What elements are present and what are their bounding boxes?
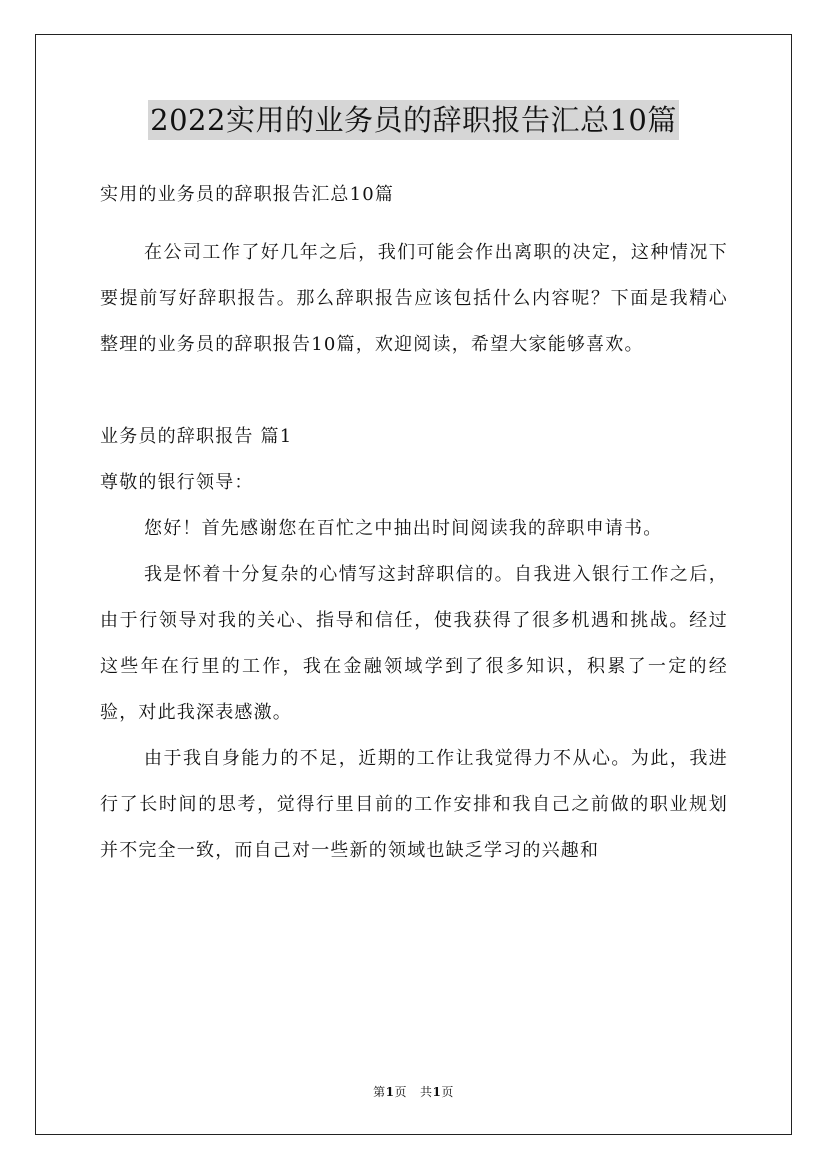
body-paragraph: 我是怀着十分复杂的心情写这封辞职信的。自我进入银行工作之后，由于行领导对我的关心、指导和信任，使我获得了很多机遇和挑战。经过这些年在行里的工作，我在金融领域学到了很多知识，积累了一定的经验，对此我深表感激。 (100, 564, 728, 723)
body-paragraph: 由于我自身能力的不足，近期的工作让我觉得力不从心。为此，我进行了长时间的思考，觉得行里目前的工作安排和我自己之前做的职业规划并不完全一致，而自己对一些新的领域也缺乏学习的兴趣和 (100, 748, 728, 861)
page-label-prefix: 第 (373, 1085, 386, 1099)
intro-paragraph: 在公司工作了好几年之后，我们可能会作出离职的决定，这种情况下要提前写好辞职报告。那么辞职报告应该包括什么内容呢？下面是我精心整理的业务员的辞职报告10篇，欢迎阅读，希望大家能够喜欢。 (100, 242, 728, 355)
page-number: 1 (385, 1085, 395, 1099)
document-title-text: 2022实用的业务员的辞职报告汇总10篇 (148, 100, 679, 140)
section-heading: 业务员的辞职报告 篇1 (100, 426, 293, 447)
page-label-suffix: 页 (394, 1085, 408, 1099)
total-pages: 1 (432, 1085, 442, 1099)
total-label-suffix: 页 (441, 1085, 454, 1099)
page-footer (0, 1084, 827, 1100)
document-title (0, 100, 827, 140)
salutation: 尊敬的银行领导： (100, 472, 254, 493)
total-label-prefix: 共 (419, 1085, 433, 1099)
body-paragraph: 您好！首先感谢您在百忙之中抽出时间阅读我的辞职申请书。 (144, 518, 663, 539)
section-spacer (100, 368, 728, 414)
document-body (100, 172, 728, 874)
document-subtitle: 实用的业务员的辞职报告汇总10篇 (100, 184, 395, 205)
